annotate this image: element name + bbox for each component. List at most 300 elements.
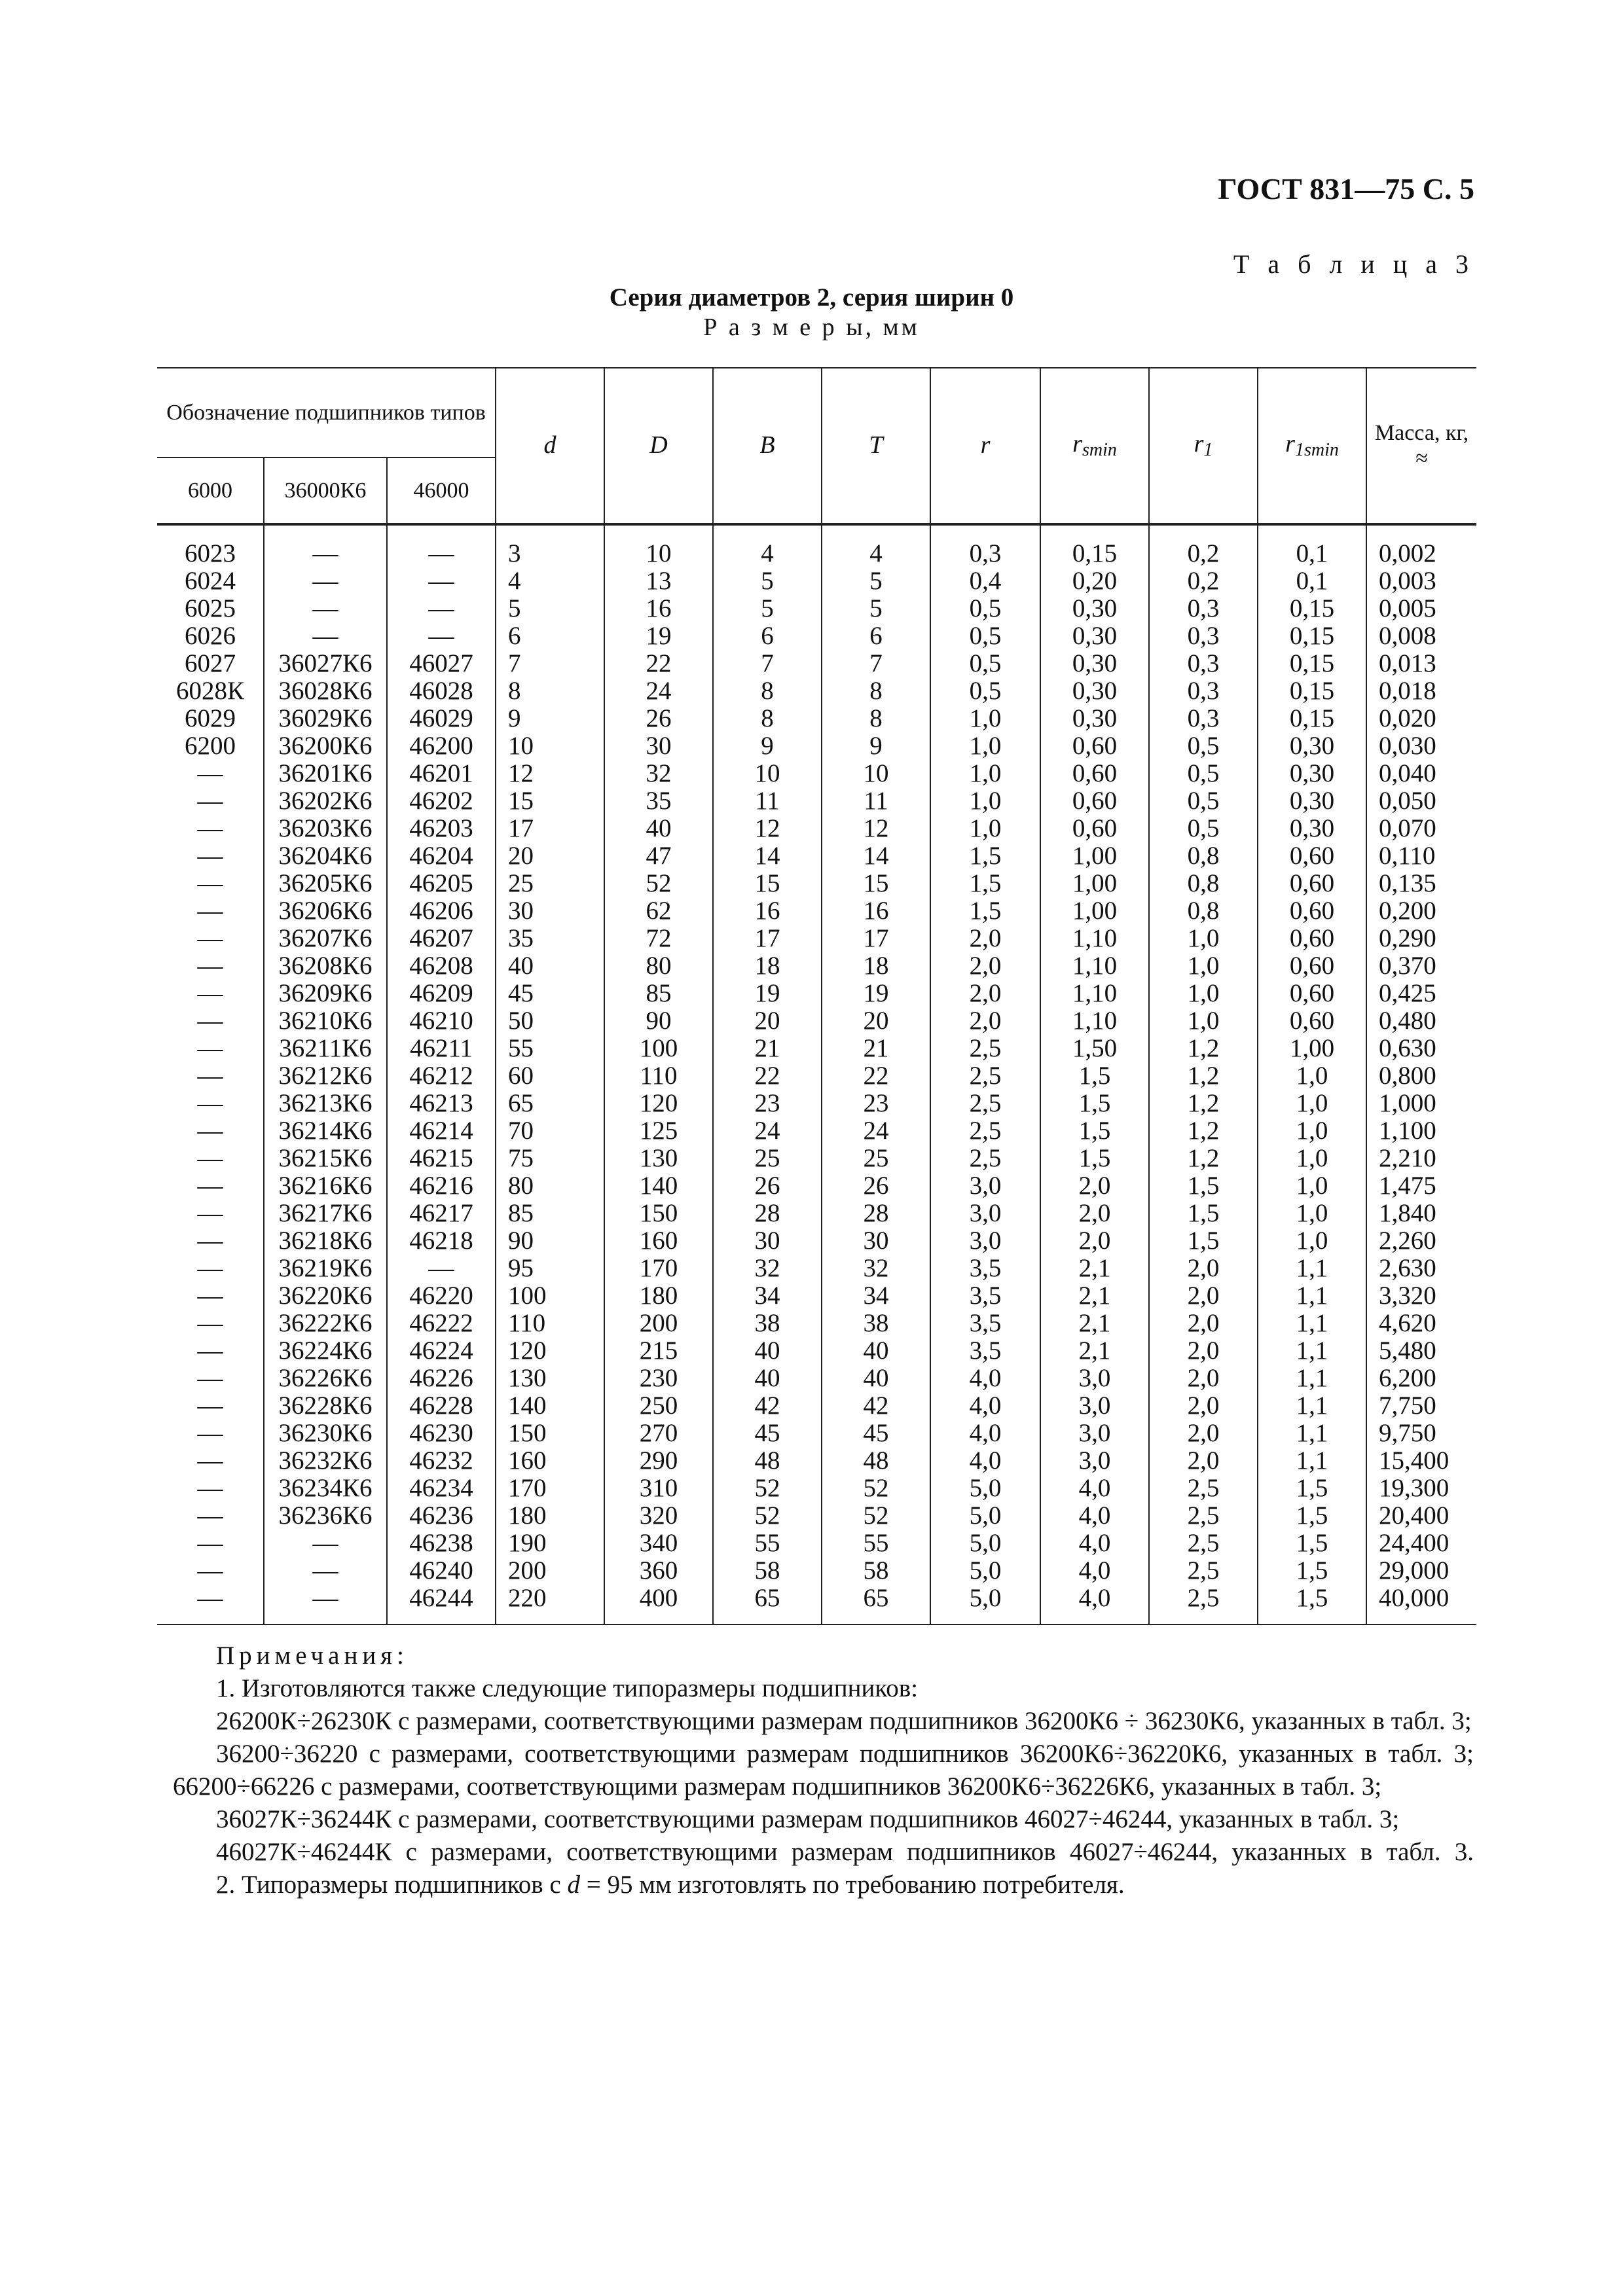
note-2-var: d xyxy=(567,1871,580,1899)
col-header-type-36000k6: 36000К6 xyxy=(264,457,387,524)
cell-type-6000: 6200 xyxy=(157,732,264,760)
table-row xyxy=(157,567,1476,595)
table-body xyxy=(157,524,1476,1624)
cell-b: 12 xyxy=(713,815,822,842)
cell-type-46000: 46218 xyxy=(387,1227,496,1255)
cell-r: 1,0 xyxy=(930,760,1040,787)
cell-b: 28 xyxy=(713,1200,822,1227)
cell-type-36000k6: 36215К6 xyxy=(264,1145,387,1172)
cell-d: 5 xyxy=(496,595,604,622)
cell-t: 16 xyxy=(822,897,930,925)
cell-r: 2,5 xyxy=(930,1035,1040,1062)
cell-type-6000: 6024 xyxy=(157,567,264,595)
cell-d: 65 xyxy=(496,1090,604,1117)
cell-mass: 2,210 xyxy=(1366,1145,1476,1172)
cell-type-6000: — xyxy=(157,1172,264,1200)
cell-outer-d: 35 xyxy=(604,787,713,815)
cell-d: 70 xyxy=(496,1117,604,1145)
cell-r1-smin: 1,1 xyxy=(1258,1365,1366,1392)
cell-t: 34 xyxy=(822,1282,930,1310)
table-row xyxy=(157,1062,1476,1090)
table-row xyxy=(157,524,1476,567)
cell-outer-d: 100 xyxy=(604,1035,713,1062)
cell-type-36000k6: 36211К6 xyxy=(264,1035,387,1062)
table-row xyxy=(157,842,1476,870)
cell-type-46000: 46213 xyxy=(387,1090,496,1117)
cell-b: 6 xyxy=(713,622,822,650)
cell-r-smin: 0,60 xyxy=(1040,815,1149,842)
cell-r-smin: 3,0 xyxy=(1040,1420,1149,1447)
cell-r1-smin: 0,60 xyxy=(1258,1007,1366,1035)
cell-outer-d: 72 xyxy=(604,925,713,952)
cell-outer-d: 160 xyxy=(604,1227,713,1255)
cell-r: 3,0 xyxy=(930,1227,1040,1255)
cell-r1-smin: 1,0 xyxy=(1258,1200,1366,1227)
cell-r1-smin: 0,60 xyxy=(1258,925,1366,952)
table-row xyxy=(157,1282,1476,1310)
cell-r-smin: 1,5 xyxy=(1040,1117,1149,1145)
cell-outer-d: 32 xyxy=(604,760,713,787)
cell-type-6000: — xyxy=(157,787,264,815)
table-row xyxy=(157,1475,1476,1502)
cell-t: 32 xyxy=(822,1255,930,1282)
cell-r1-smin: 1,5 xyxy=(1258,1585,1366,1624)
cell-r-smin: 1,10 xyxy=(1040,925,1149,952)
cell-r1-smin: 1,1 xyxy=(1258,1392,1366,1420)
cell-d: 12 xyxy=(496,760,604,787)
cell-r1: 0,8 xyxy=(1149,897,1258,925)
cell-r-smin: 1,5 xyxy=(1040,1062,1149,1090)
cell-b: 65 xyxy=(713,1585,822,1624)
cell-outer-d: 22 xyxy=(604,650,713,677)
cell-t: 7 xyxy=(822,650,930,677)
header-row-main xyxy=(157,368,1476,457)
cell-r: 1,0 xyxy=(930,705,1040,732)
cell-b: 48 xyxy=(713,1447,822,1475)
cell-type-46000: — xyxy=(387,595,496,622)
cell-r: 1,5 xyxy=(930,842,1040,870)
cell-type-36000k6: 36205К6 xyxy=(264,870,387,897)
cell-r: 3,5 xyxy=(930,1337,1040,1365)
cell-b: 34 xyxy=(713,1282,822,1310)
cell-mass: 0,480 xyxy=(1366,1007,1476,1035)
cell-r: 5,0 xyxy=(930,1502,1040,1530)
cell-outer-d: 130 xyxy=(604,1145,713,1172)
cell-r1: 1,5 xyxy=(1149,1172,1258,1200)
cell-b: 5 xyxy=(713,567,822,595)
cell-t: 23 xyxy=(822,1090,930,1117)
cell-type-46000: 46204 xyxy=(387,842,496,870)
cell-type-6000: 6029 xyxy=(157,705,264,732)
cell-r1: 1,2 xyxy=(1149,1035,1258,1062)
cell-b: 30 xyxy=(713,1227,822,1255)
cell-t: 8 xyxy=(822,705,930,732)
table-row xyxy=(157,650,1476,677)
cell-type-36000k6: 36218К6 xyxy=(264,1227,387,1255)
table-row xyxy=(157,732,1476,760)
cell-d: 7 xyxy=(496,650,604,677)
cell-r1-smin: 1,5 xyxy=(1258,1557,1366,1585)
cell-b: 45 xyxy=(713,1420,822,1447)
cell-r-smin: 0,60 xyxy=(1040,787,1149,815)
cell-r1-smin: 0,15 xyxy=(1258,705,1366,732)
cell-mass: 2,260 xyxy=(1366,1227,1476,1255)
cell-r-smin: 0,30 xyxy=(1040,650,1149,677)
col-header-type-6000: 6000 xyxy=(157,457,264,524)
cell-t: 52 xyxy=(822,1475,930,1502)
cell-d: 25 xyxy=(496,870,604,897)
cell-r1-smin: 1,1 xyxy=(1258,1337,1366,1365)
cell-type-36000k6: 36210К6 xyxy=(264,1007,387,1035)
cell-r1-smin: 1,00 xyxy=(1258,1035,1366,1062)
cell-r1-smin: 1,1 xyxy=(1258,1255,1366,1282)
cell-r1: 0,8 xyxy=(1149,842,1258,870)
cell-mass: 9,750 xyxy=(1366,1420,1476,1447)
cell-r1-smin: 1,0 xyxy=(1258,1117,1366,1145)
table-row xyxy=(157,980,1476,1007)
cell-type-36000k6: — xyxy=(264,524,387,567)
cell-r1: 1,0 xyxy=(1149,925,1258,952)
cell-r: 5,0 xyxy=(930,1475,1040,1502)
cell-mass: 0,425 xyxy=(1366,980,1476,1007)
cell-outer-d: 310 xyxy=(604,1475,713,1502)
cell-type-6000: — xyxy=(157,1090,264,1117)
cell-type-36000k6: 36201К6 xyxy=(264,760,387,787)
cell-r1-smin: 0,30 xyxy=(1258,760,1366,787)
cell-mass: 7,750 xyxy=(1366,1392,1476,1420)
notes-title: Примечания: xyxy=(216,1641,409,1670)
col-header-r1-smin xyxy=(1258,368,1366,524)
cell-outer-d: 170 xyxy=(604,1255,713,1282)
cell-outer-d: 215 xyxy=(604,1337,713,1365)
cell-type-46000: — xyxy=(387,622,496,650)
cell-b: 8 xyxy=(713,677,822,705)
cell-t: 14 xyxy=(822,842,930,870)
cell-r-smin: 0,30 xyxy=(1040,705,1149,732)
note-1-item-a: 26200К÷26230К с размерами, соответствующими размерам подшипников 36200К6 ÷ 36230К6, указанных в табл. 3; xyxy=(216,1707,1472,1735)
cell-t: 28 xyxy=(822,1200,930,1227)
cell-type-36000k6: 36029К6 xyxy=(264,705,387,732)
cell-r1: 1,5 xyxy=(1149,1200,1258,1227)
cell-type-6000: — xyxy=(157,1117,264,1145)
cell-outer-d: 360 xyxy=(604,1557,713,1585)
cell-type-6000: — xyxy=(157,842,264,870)
cell-t: 6 xyxy=(822,622,930,650)
cell-r1: 1,2 xyxy=(1149,1090,1258,1117)
cell-d: 55 xyxy=(496,1035,604,1062)
cell-type-46000: 46238 xyxy=(387,1530,496,1557)
cell-t: 58 xyxy=(822,1557,930,1585)
cell-r: 1,0 xyxy=(930,787,1040,815)
cell-type-46000: 46201 xyxy=(387,760,496,787)
table-row xyxy=(157,1007,1476,1035)
cell-r1: 2,5 xyxy=(1149,1530,1258,1557)
cell-r1: 0,3 xyxy=(1149,595,1258,622)
cell-b: 26 xyxy=(713,1172,822,1200)
cell-mass: 0,018 xyxy=(1366,677,1476,705)
cell-r1-smin: 1,1 xyxy=(1258,1310,1366,1337)
cell-b: 15 xyxy=(713,870,822,897)
cell-t: 22 xyxy=(822,1062,930,1090)
cell-r: 1,5 xyxy=(930,870,1040,897)
cell-r: 5,0 xyxy=(930,1585,1040,1624)
cell-r: 5,0 xyxy=(930,1530,1040,1557)
cell-type-46000: 46209 xyxy=(387,980,496,1007)
cell-r-smin: 3,0 xyxy=(1040,1392,1149,1420)
table-row xyxy=(157,1585,1476,1624)
cell-b: 10 xyxy=(713,760,822,787)
cell-type-6000: — xyxy=(157,1035,264,1062)
cell-outer-d: 40 xyxy=(604,815,713,842)
cell-type-46000: 46207 xyxy=(387,925,496,952)
cell-r1-smin: 0,15 xyxy=(1258,677,1366,705)
bearing-dimensions-table xyxy=(157,367,1476,1625)
cell-d: 40 xyxy=(496,952,604,980)
cell-r1: 0,2 xyxy=(1149,524,1258,567)
cell-r-smin: 0,20 xyxy=(1040,567,1149,595)
cell-b: 20 xyxy=(713,1007,822,1035)
cell-b: 32 xyxy=(713,1255,822,1282)
table-label: Т а б л и ц а 3 xyxy=(1233,249,1474,279)
cell-r1-smin: 1,1 xyxy=(1258,1420,1366,1447)
cell-mass: 0,030 xyxy=(1366,732,1476,760)
cell-type-6000: — xyxy=(157,1530,264,1557)
cell-type-6000: — xyxy=(157,1475,264,1502)
cell-r-smin: 1,00 xyxy=(1040,842,1149,870)
cell-r-smin: 0,30 xyxy=(1040,677,1149,705)
cell-mass: 1,475 xyxy=(1366,1172,1476,1200)
cell-d: 10 xyxy=(496,732,604,760)
table-row xyxy=(157,595,1476,622)
cell-mass: 0,005 xyxy=(1366,595,1476,622)
col-header-r-smin xyxy=(1040,368,1149,524)
cell-mass: 1,000 xyxy=(1366,1090,1476,1117)
bearing-types-group-header: Обозначение подшипников типов xyxy=(157,368,496,457)
cell-t: 19 xyxy=(822,980,930,1007)
cell-mass: 0,200 xyxy=(1366,897,1476,925)
cell-r1: 2,5 xyxy=(1149,1502,1258,1530)
table-row xyxy=(157,1337,1476,1365)
notes-section xyxy=(173,1640,1474,1901)
cell-t: 45 xyxy=(822,1420,930,1447)
cell-b: 24 xyxy=(713,1117,822,1145)
cell-d: 4 xyxy=(496,567,604,595)
cell-outer-d: 270 xyxy=(604,1420,713,1447)
cell-mass: 5,480 xyxy=(1366,1337,1476,1365)
cell-type-46000: 46244 xyxy=(387,1585,496,1624)
cell-d: 50 xyxy=(496,1007,604,1035)
table-row xyxy=(157,1200,1476,1227)
col-header-d-small: d xyxy=(496,368,604,524)
cell-r-smin: 1,10 xyxy=(1040,980,1149,1007)
note-2-pre: 2. Типоразмеры подшипников с xyxy=(216,1871,568,1899)
cell-mass: 29,000 xyxy=(1366,1557,1476,1585)
cell-r: 4,0 xyxy=(930,1365,1040,1392)
cell-type-6000: — xyxy=(157,1062,264,1090)
cell-r1: 0,5 xyxy=(1149,815,1258,842)
table-row xyxy=(157,1117,1476,1145)
cell-t: 5 xyxy=(822,595,930,622)
cell-b: 22 xyxy=(713,1062,822,1090)
cell-type-6000: 6028К xyxy=(157,677,264,705)
cell-type-36000k6: 36212К6 xyxy=(264,1062,387,1090)
table-row xyxy=(157,1557,1476,1585)
cell-t: 55 xyxy=(822,1530,930,1557)
cell-outer-d: 200 xyxy=(604,1310,713,1337)
cell-d: 120 xyxy=(496,1337,604,1365)
cell-d: 150 xyxy=(496,1420,604,1447)
cell-mass: 40,000 xyxy=(1366,1585,1476,1624)
cell-r-smin: 1,5 xyxy=(1040,1145,1149,1172)
cell-t: 25 xyxy=(822,1145,930,1172)
cell-type-6000: — xyxy=(157,1200,264,1227)
cell-r1-smin: 0,60 xyxy=(1258,952,1366,980)
cell-b: 11 xyxy=(713,787,822,815)
cell-b: 5 xyxy=(713,595,822,622)
cell-d: 60 xyxy=(496,1062,604,1090)
cell-r1: 1,0 xyxy=(1149,952,1258,980)
cell-outer-d: 150 xyxy=(604,1200,713,1227)
cell-type-36000k6: 36236К6 xyxy=(264,1502,387,1530)
table-row xyxy=(157,1502,1476,1530)
cell-b: 19 xyxy=(713,980,822,1007)
cell-mass: 0,370 xyxy=(1366,952,1476,980)
cell-d: 170 xyxy=(496,1475,604,1502)
cell-type-46000: 46212 xyxy=(387,1062,496,1090)
cell-outer-d: 400 xyxy=(604,1585,713,1624)
cell-r1-smin: 0,30 xyxy=(1258,787,1366,815)
cell-type-6000: — xyxy=(157,1310,264,1337)
cell-r1: 2,0 xyxy=(1149,1420,1258,1447)
cell-type-6000: 6027 xyxy=(157,650,264,677)
cell-r: 2,0 xyxy=(930,980,1040,1007)
cell-r-smin: 4,0 xyxy=(1040,1475,1149,1502)
cell-r-smin: 0,60 xyxy=(1040,732,1149,760)
cell-outer-d: 320 xyxy=(604,1502,713,1530)
table-row xyxy=(157,1365,1476,1392)
cell-mass: 24,400 xyxy=(1366,1530,1476,1557)
cell-type-46000: 46240 xyxy=(387,1557,496,1585)
cell-r1-smin: 0,15 xyxy=(1258,595,1366,622)
cell-mass: 6,200 xyxy=(1366,1365,1476,1392)
cell-r: 2,5 xyxy=(930,1090,1040,1117)
cell-r: 2,0 xyxy=(930,952,1040,980)
cell-type-46000: 46226 xyxy=(387,1365,496,1392)
table-row xyxy=(157,787,1476,815)
table-row xyxy=(157,1392,1476,1420)
cell-type-46000: — xyxy=(387,567,496,595)
cell-type-6000: — xyxy=(157,1447,264,1475)
table-row xyxy=(157,870,1476,897)
note-1-intro: 1. Изготовляются также следующие типоразмеры подшипников: xyxy=(216,1674,919,1702)
cell-outer-d: 10 xyxy=(604,524,713,567)
cell-d: 45 xyxy=(496,980,604,1007)
cell-r-smin: 2,0 xyxy=(1040,1172,1149,1200)
col-header-b: B xyxy=(713,368,822,524)
cell-t: 26 xyxy=(822,1172,930,1200)
cell-type-46000: 46210 xyxy=(387,1007,496,1035)
cell-r1-smin: 0,60 xyxy=(1258,897,1366,925)
cell-r: 0,5 xyxy=(930,595,1040,622)
cell-type-36000k6: — xyxy=(264,567,387,595)
cell-r-smin: 4,0 xyxy=(1040,1530,1149,1557)
cell-r-smin: 1,10 xyxy=(1040,952,1149,980)
table-row xyxy=(157,1447,1476,1475)
cell-type-6000: — xyxy=(157,870,264,897)
cell-d: 6 xyxy=(496,622,604,650)
cell-outer-d: 19 xyxy=(604,622,713,650)
cell-r1-smin: 0,60 xyxy=(1258,842,1366,870)
cell-type-6000: 6025 xyxy=(157,595,264,622)
cell-mass: 0,050 xyxy=(1366,787,1476,815)
cell-b: 25 xyxy=(713,1145,822,1172)
cell-type-46000: — xyxy=(387,524,496,567)
cell-type-6000: — xyxy=(157,1007,264,1035)
cell-b: 23 xyxy=(713,1090,822,1117)
cell-type-36000k6: 36208К6 xyxy=(264,952,387,980)
cell-outer-d: 85 xyxy=(604,980,713,1007)
cell-t: 38 xyxy=(822,1310,930,1337)
cell-type-46000: 46232 xyxy=(387,1447,496,1475)
cell-r: 1,5 xyxy=(930,897,1040,925)
cell-r-smin: 2,1 xyxy=(1040,1310,1149,1337)
cell-r1: 0,5 xyxy=(1149,760,1258,787)
cell-t: 4 xyxy=(822,524,930,567)
cell-type-46000: 46029 xyxy=(387,705,496,732)
cell-d: 190 xyxy=(496,1530,604,1557)
cell-t: 5 xyxy=(822,567,930,595)
cell-mass: 15,400 xyxy=(1366,1447,1476,1475)
cell-r1: 2,0 xyxy=(1149,1447,1258,1475)
cell-r: 4,0 xyxy=(930,1420,1040,1447)
cell-outer-d: 13 xyxy=(604,567,713,595)
cell-mass: 0,630 xyxy=(1366,1035,1476,1062)
cell-t: 11 xyxy=(822,787,930,815)
col-header-mass: Масса, кг, ≈ xyxy=(1366,368,1476,524)
cell-type-46000: 46202 xyxy=(387,787,496,815)
cell-r: 1,0 xyxy=(930,732,1040,760)
table-row xyxy=(157,1227,1476,1255)
cell-d: 110 xyxy=(496,1310,604,1337)
cell-r: 0,5 xyxy=(930,677,1040,705)
cell-r: 2,0 xyxy=(930,925,1040,952)
cell-r1: 2,0 xyxy=(1149,1392,1258,1420)
cell-r1: 1,5 xyxy=(1149,1227,1258,1255)
cell-r: 3,5 xyxy=(930,1282,1040,1310)
cell-type-46000: 46216 xyxy=(387,1172,496,1200)
cell-t: 12 xyxy=(822,815,930,842)
cell-mass: 0,070 xyxy=(1366,815,1476,842)
cell-type-46000: 46228 xyxy=(387,1392,496,1420)
cell-r1: 1,0 xyxy=(1149,1007,1258,1035)
r-smin-sub: smin xyxy=(1082,440,1117,461)
cell-r: 0,5 xyxy=(930,650,1040,677)
cell-outer-d: 26 xyxy=(604,705,713,732)
table-row xyxy=(157,1255,1476,1282)
cell-type-46000: 46222 xyxy=(387,1310,496,1337)
cell-b: 16 xyxy=(713,897,822,925)
cell-type-6000: — xyxy=(157,1282,264,1310)
table-row xyxy=(157,1090,1476,1117)
col-header-r: r xyxy=(930,368,1040,524)
cell-type-36000k6: 36224К6 xyxy=(264,1337,387,1365)
cell-t: 40 xyxy=(822,1365,930,1392)
cell-b: 14 xyxy=(713,842,822,870)
cell-b: 42 xyxy=(713,1392,822,1420)
cell-r1: 0,5 xyxy=(1149,732,1258,760)
cell-r1: 0,3 xyxy=(1149,677,1258,705)
cell-r-smin: 2,0 xyxy=(1040,1200,1149,1227)
